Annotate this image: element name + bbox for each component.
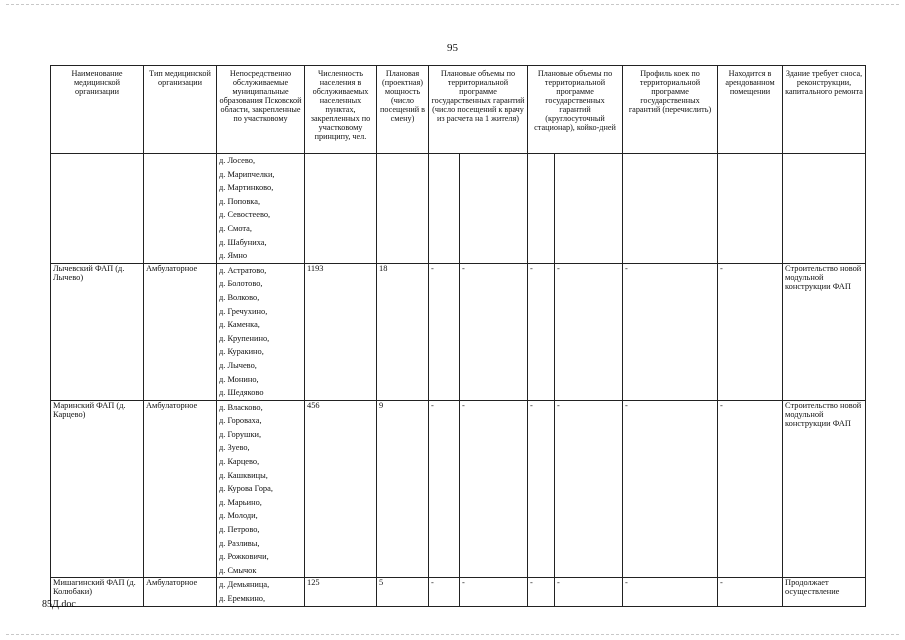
village-item: д. Шабуниха, bbox=[219, 237, 267, 247]
scan-edge-top bbox=[6, 4, 899, 6]
visits-cell-a: - bbox=[429, 400, 460, 578]
village-item: д. Марипчелки, bbox=[219, 169, 275, 179]
capacity-cell: 5 bbox=[377, 578, 429, 606]
org-name-cell: Маринский ФАП (д. Карцево) bbox=[51, 400, 144, 578]
village-item: д. Зуево, bbox=[219, 443, 250, 453]
building-status-cell: Строительство новой модульной конструкции ФАП bbox=[783, 400, 866, 578]
bed-profile-cell: - bbox=[623, 400, 718, 578]
village-item: д. Власково, bbox=[219, 402, 263, 412]
village-item: д. Разливы, bbox=[219, 538, 260, 548]
org-type-cell: Амбулаторное bbox=[144, 578, 217, 606]
villages-cell bbox=[217, 263, 305, 400]
village-item: д. Петрово, bbox=[219, 525, 260, 535]
village-item: д. Монино, bbox=[219, 374, 259, 384]
facilities-table bbox=[50, 65, 866, 607]
visits-cell-a: - bbox=[429, 263, 460, 400]
inpatient-cell-a: - bbox=[528, 263, 555, 400]
villages-cell bbox=[217, 400, 305, 578]
village-item: д. Шедяково bbox=[219, 388, 264, 398]
inpatient-cell-b bbox=[555, 154, 623, 264]
inpatient-cell-b: - bbox=[555, 400, 623, 578]
rented-cell: - bbox=[718, 400, 783, 578]
rented-cell bbox=[718, 154, 783, 264]
village-item: д. Рожковичи, bbox=[219, 552, 269, 562]
village-item: д. Горушки, bbox=[219, 429, 262, 439]
population-cell: 125 bbox=[305, 578, 377, 606]
rented-cell: - bbox=[718, 263, 783, 400]
village-item: д. Карцево, bbox=[219, 457, 260, 467]
village-item: д. Курова Гора, bbox=[219, 484, 273, 494]
table-row bbox=[51, 578, 866, 606]
capacity-cell bbox=[377, 154, 429, 264]
village-item: д. Астратово, bbox=[219, 265, 267, 275]
village-item: д. Лосево, bbox=[219, 156, 256, 165]
visits-cell-a bbox=[429, 154, 460, 264]
inpatient-cell-b: - bbox=[555, 578, 623, 606]
villages-cell bbox=[217, 154, 305, 264]
village-item: д. Волково, bbox=[219, 292, 260, 302]
village-item: д. Куракино, bbox=[219, 347, 264, 357]
bed-profile-cell: - bbox=[623, 263, 718, 400]
village-item: д. Лычево, bbox=[219, 360, 257, 370]
footer-filename: 85Д.doc bbox=[42, 599, 76, 610]
org-type-cell: Амбулаторное bbox=[144, 263, 217, 400]
population-cell: 1193 bbox=[305, 263, 377, 400]
header-municipalities: Непосредственно обслуживаемые муниципальные образования Псковской области, закрепленные по участковому bbox=[217, 66, 305, 154]
village-item: д. Смота, bbox=[219, 223, 252, 233]
village-item: д. Каменка, bbox=[219, 320, 260, 330]
village-item: д. Демьяница, bbox=[219, 580, 270, 590]
header-population: Численность населения в обслуживаемых населенных пунктах, закрепленных по участковому принципу, чел. bbox=[305, 66, 377, 154]
rented-cell: - bbox=[718, 578, 783, 606]
header-rented: Находится в арендованном помещении bbox=[718, 66, 783, 154]
bed-profile-cell bbox=[623, 154, 718, 264]
inpatient-cell-a: - bbox=[528, 400, 555, 578]
building-status-cell: Строительство новой модульной конструкции ФАП bbox=[783, 263, 866, 400]
villages-cell bbox=[217, 578, 305, 606]
village-item: д. Гороваха, bbox=[219, 416, 262, 426]
visits-cell-b bbox=[460, 154, 528, 264]
visits-cell-b: - bbox=[460, 263, 528, 400]
header-building: Здание требует сноса, реконструкции, капитального ремонта bbox=[783, 66, 866, 154]
inpatient-cell-a bbox=[528, 154, 555, 264]
village-item: д. Крупенино, bbox=[219, 333, 270, 343]
visits-cell-a: - bbox=[429, 578, 460, 606]
org-type-cell bbox=[144, 154, 217, 264]
header-planned-visits: Плановые объемы по территориальной программе государственных гарантий (число посещений к врачу из расчета на 1 жителя) bbox=[429, 66, 528, 154]
village-item: д. Кашквицы, bbox=[219, 470, 268, 480]
visits-cell-b: - bbox=[460, 400, 528, 578]
village-item: д. Поповка, bbox=[219, 196, 261, 206]
org-name-cell: Лычевский ФАП (д. Лычево) bbox=[51, 263, 144, 400]
building-status-cell: Продолжает осуществление bbox=[783, 578, 866, 606]
org-name-cell: Мишагинский ФАП (д. Колюбаки) bbox=[51, 578, 144, 606]
population-cell: 456 bbox=[305, 400, 377, 578]
village-item: д. Гречухино, bbox=[219, 306, 268, 316]
table-header-row bbox=[51, 66, 866, 154]
header-org-type: Тип медицинской организации bbox=[144, 66, 217, 154]
bed-profile-cell: - bbox=[623, 578, 718, 606]
page-number: 95 bbox=[447, 42, 458, 54]
header-planned-inpatient: Плановые объемы по территориальной программе государственных гарантий (круглосуточный стационар), койко-дней bbox=[528, 66, 623, 154]
inpatient-cell-a: - bbox=[528, 578, 555, 606]
org-name-cell bbox=[51, 154, 144, 264]
village-item: д. Болотово, bbox=[219, 279, 263, 289]
org-type-cell: Амбулаторное bbox=[144, 400, 217, 578]
village-item: д. Смычок bbox=[219, 565, 257, 575]
inpatient-cell-b: - bbox=[555, 263, 623, 400]
village-item: д. Севостеево, bbox=[219, 210, 271, 220]
village-item: д. Мартинково, bbox=[219, 183, 274, 193]
population-cell bbox=[305, 154, 377, 264]
capacity-cell: 9 bbox=[377, 400, 429, 578]
visits-cell-b: - bbox=[460, 578, 528, 606]
header-capacity: Плановая (проектная) мощность (число посещений в смену) bbox=[377, 66, 429, 154]
table-row bbox=[51, 400, 866, 578]
capacity-cell: 18 bbox=[377, 263, 429, 400]
scan-edge-bottom bbox=[6, 634, 899, 636]
header-bed-profile: Профиль коек по территориальной программе государственных гарантий (перечислить) bbox=[623, 66, 718, 154]
building-status-cell bbox=[783, 154, 866, 264]
table-row bbox=[51, 154, 866, 264]
village-item: д. Марьино, bbox=[219, 497, 262, 507]
village-item: д. Молоди, bbox=[219, 511, 258, 521]
village-item: д. Еремкино, bbox=[219, 594, 266, 603]
village-item: д. Ямно bbox=[219, 251, 248, 261]
header-org-name: Наименование медицинской организации bbox=[51, 66, 144, 154]
table-row bbox=[51, 263, 866, 400]
